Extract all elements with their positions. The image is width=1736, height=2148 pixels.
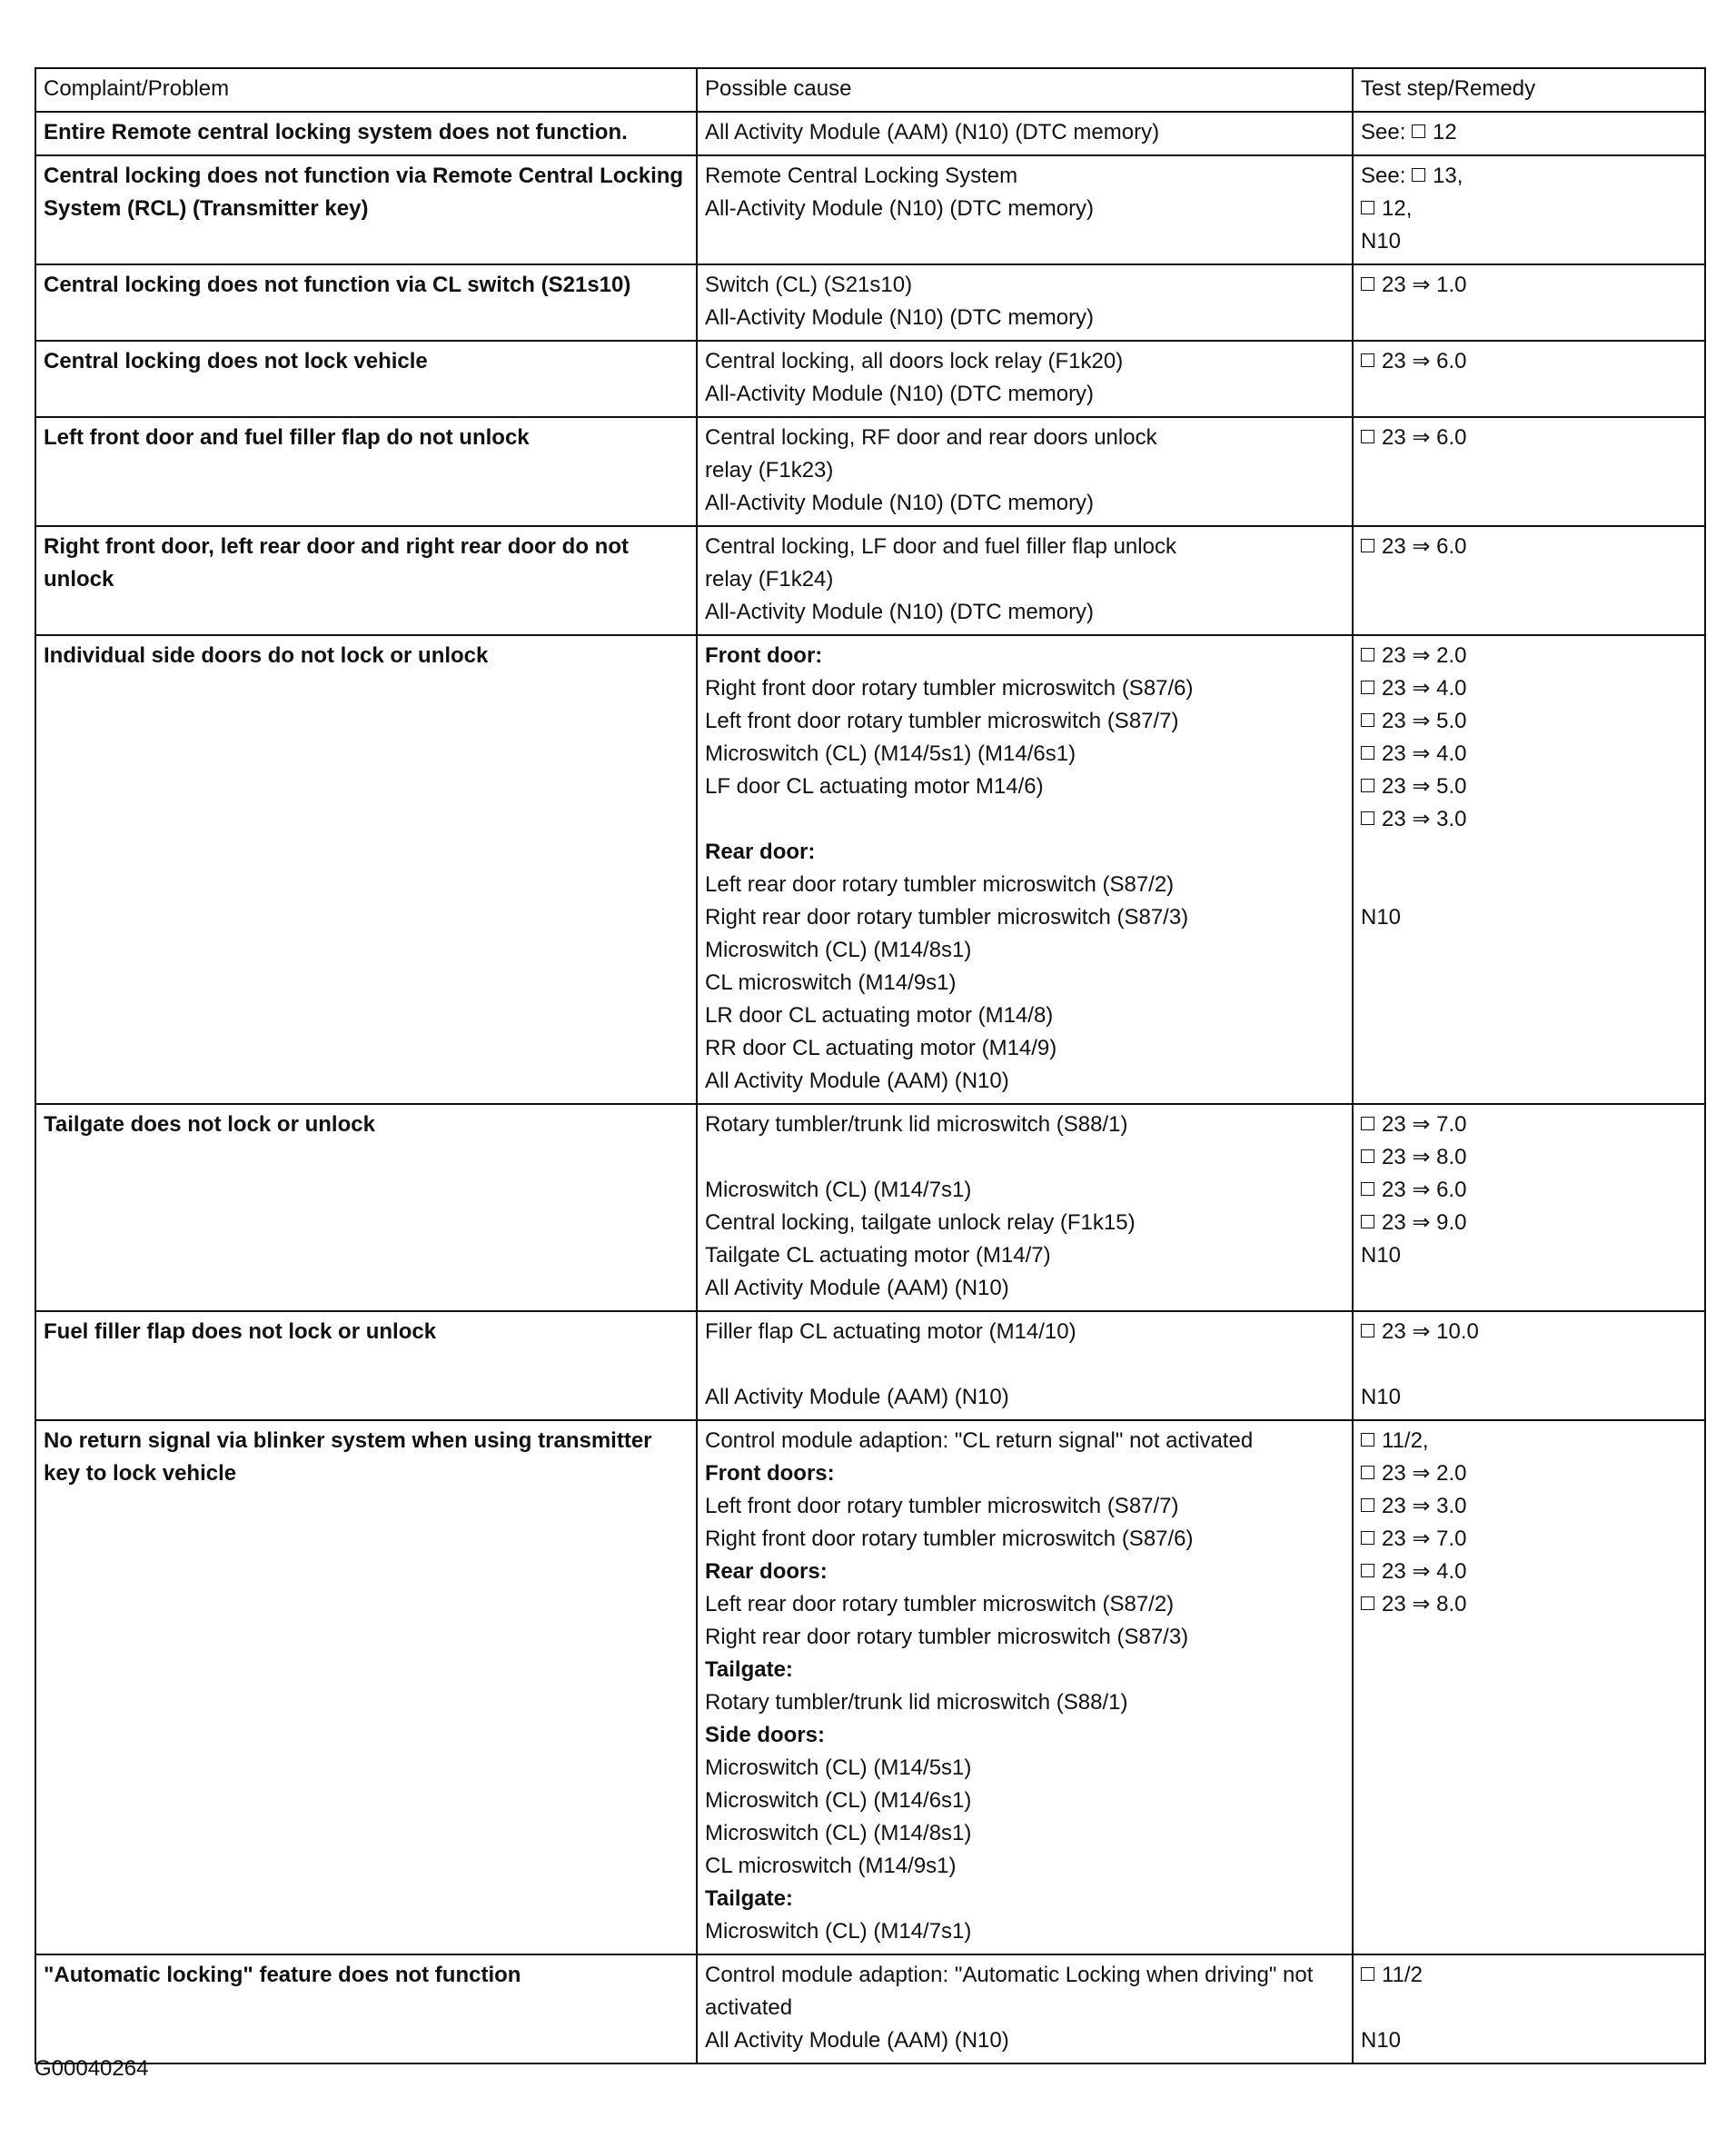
remedy-cell xyxy=(1353,1311,1705,1420)
complaint-cell: Right front door, left rear door and right rear door do not unlock xyxy=(35,526,697,635)
remedy-line xyxy=(1361,869,1697,901)
remedy-reference: 23 ⇒ 6.0 xyxy=(1382,349,1467,373)
remedy-line xyxy=(1361,901,1697,934)
cause-line: Microswitch (CL) (M14/7s1) xyxy=(705,1178,972,1202)
reference-box-icon xyxy=(1361,1433,1374,1447)
complaint-cell: Individual side doors do not lock or unlock xyxy=(35,635,697,1104)
cause-line: Switch (CL) (S21s10) xyxy=(705,273,913,297)
complaint-cell: Central locking does not function via CL switch (S21s10) xyxy=(35,264,697,341)
complaint-cell: Tailgate does not lock or unlock xyxy=(35,1104,697,1311)
cause-cell xyxy=(697,155,1353,264)
reference-box-icon xyxy=(1412,124,1425,138)
remedy-line xyxy=(1361,1381,1697,1414)
cause-line: All Activity Module (AAM) (N10) xyxy=(705,1069,1009,1093)
reference-box-icon xyxy=(1361,1531,1374,1545)
remedy-line xyxy=(1361,1457,1697,1490)
cause-line: Right front door rotary tumbler microswitch (S87/6) xyxy=(705,676,1194,701)
remedy-reference: 23 ⇒ 7.0 xyxy=(1382,1526,1467,1551)
cause-line: relay (F1k24) xyxy=(705,567,834,592)
remedy-reference: 11/2, xyxy=(1382,1428,1429,1453)
reference-box-icon xyxy=(1361,1498,1374,1512)
remedy-reference: 23 ⇒ 8.0 xyxy=(1382,1592,1467,1616)
cause-line: All Activity Module (AAM) (N10) xyxy=(705,1276,1009,1300)
cause-line: Left front door rotary tumbler microswitch (S87/7) xyxy=(705,709,1179,733)
remedy-line xyxy=(1361,1523,1697,1556)
cause-line: relay (F1k23) xyxy=(705,458,834,482)
remedy-reference: 11/2 xyxy=(1382,1963,1423,1987)
table-row xyxy=(35,264,1705,341)
cause-line: All-Activity Module (N10) (DTC memory) xyxy=(705,600,1095,624)
cause-line xyxy=(705,1141,1344,1174)
remedy-line xyxy=(1361,193,1697,225)
cause-line: Control module adaption: "CL return signal" not activated xyxy=(705,1428,1254,1453)
reference-box-icon xyxy=(1361,539,1374,552)
cause-line: Tailgate CL actuating motor (M14/7) xyxy=(705,1243,1051,1268)
cause-line: Microswitch (CL) (M14/7s1) xyxy=(705,1919,972,1944)
remedy-line xyxy=(1361,836,1697,869)
table-row xyxy=(35,155,1705,264)
remedy-line xyxy=(1361,640,1697,672)
remedy-line xyxy=(1361,1992,1697,2024)
cause-heading: Tailgate: xyxy=(705,1886,793,1911)
cause-line: Remote Central Locking System xyxy=(705,164,1018,188)
remedy-cell xyxy=(1353,1104,1705,1311)
remedy-reference: 23 ⇒ 6.0 xyxy=(1382,534,1467,559)
remedy-line xyxy=(1361,160,1697,193)
remedy-cell xyxy=(1353,635,1705,1104)
remedy-line xyxy=(1361,1959,1697,1992)
remedy-prefix: N10 xyxy=(1361,905,1402,930)
remedy-reference: 23 ⇒ 5.0 xyxy=(1382,774,1467,799)
cause-line: Rotary tumbler/trunk lid microswitch (S88/1) xyxy=(705,1112,1128,1137)
header-remedy: Test step/Remedy xyxy=(1353,68,1705,112)
remedy-line xyxy=(1361,1109,1697,1141)
remedy-line xyxy=(1361,771,1697,803)
cause-cell xyxy=(697,1954,1353,2063)
remedy-line xyxy=(1361,705,1697,738)
remedy-reference: 23 ⇒ 6.0 xyxy=(1382,1178,1467,1202)
cause-heading: Rear doors: xyxy=(705,1559,828,1584)
header-problem: Complaint/Problem xyxy=(35,68,697,112)
reference-box-icon xyxy=(1361,1182,1374,1196)
cause-line: RR door CL actuating motor (M14/9) xyxy=(705,1036,1057,1060)
remedy-line xyxy=(1361,1141,1697,1174)
reference-box-icon xyxy=(1361,713,1374,727)
reference-box-icon xyxy=(1361,746,1374,760)
remedy-line xyxy=(1361,1425,1697,1457)
remedy-reference: 23 ⇒ 3.0 xyxy=(1382,807,1467,831)
reference-box-icon xyxy=(1361,648,1374,661)
remedy-reference: 23 ⇒ 6.0 xyxy=(1382,425,1467,450)
cause-cell xyxy=(697,526,1353,635)
table-row xyxy=(35,635,1705,1104)
remedy-line xyxy=(1361,1316,1697,1348)
remedy-line xyxy=(1361,1348,1697,1381)
reference-box-icon xyxy=(1361,1564,1374,1577)
remedy-reference: 13, xyxy=(1433,164,1463,188)
cause-line: Filler flap CL actuating motor (M14/10) xyxy=(705,1319,1076,1344)
cause-line: Microswitch (CL) (M14/5s1) xyxy=(705,1755,972,1780)
cause-line: All Activity Module (AAM) (N10) (DTC memory) xyxy=(705,120,1160,144)
remedy-line xyxy=(1361,1207,1697,1239)
remedy-cell xyxy=(1353,341,1705,417)
cause-line: CL microswitch (M14/9s1) xyxy=(705,970,957,995)
cause-line: Central locking, all doors lock relay (F1k20) xyxy=(705,349,1124,373)
remedy-reference: 23 ⇒ 8.0 xyxy=(1382,1145,1467,1169)
cause-line: All-Activity Module (N10) (DTC memory) xyxy=(705,491,1095,515)
cause-cell xyxy=(697,1420,1353,1954)
cause-line: Left front door rotary tumbler microswitch (S87/7) xyxy=(705,1494,1179,1518)
remedy-reference: 23 ⇒ 4.0 xyxy=(1382,676,1467,701)
cause-line: Microswitch (CL) (M14/8s1) xyxy=(705,938,972,962)
remedy-line xyxy=(1361,531,1697,563)
reference-box-icon xyxy=(1361,1117,1374,1130)
remedy-cell xyxy=(1353,1420,1705,1954)
remedy-line xyxy=(1361,422,1697,454)
reference-box-icon xyxy=(1412,168,1425,182)
cause-line: Central locking, tailgate unlock relay (F1k15) xyxy=(705,1210,1136,1235)
cause-line: Central locking, LF door and fuel filler flap unlock xyxy=(705,534,1176,559)
reference-box-icon xyxy=(1361,1466,1374,1479)
reference-box-icon xyxy=(1361,1215,1374,1228)
figure-code: G00040264 xyxy=(35,2056,149,2081)
cause-cell xyxy=(697,341,1353,417)
cause-line: Right rear door rotary tumbler microswitch (S87/3) xyxy=(705,1625,1189,1649)
reference-box-icon xyxy=(1361,1324,1374,1338)
reference-box-icon xyxy=(1361,277,1374,291)
cause-cell xyxy=(697,112,1353,155)
header-row xyxy=(35,68,1705,112)
cause-line: All-Activity Module (N10) (DTC memory) xyxy=(705,305,1095,330)
cause-heading: Front doors: xyxy=(705,1461,835,1486)
cause-heading: Front door: xyxy=(705,643,823,668)
table-row xyxy=(35,1954,1705,2063)
table-row xyxy=(35,1104,1705,1311)
cause-line xyxy=(705,803,1344,836)
cause-heading: Rear door: xyxy=(705,840,816,864)
cause-cell xyxy=(697,417,1353,526)
diagnosis-table xyxy=(35,67,1706,2064)
reference-box-icon xyxy=(1361,430,1374,443)
remedy-prefix: N10 xyxy=(1361,229,1402,254)
remedy-line xyxy=(1361,116,1697,149)
table-row xyxy=(35,1311,1705,1420)
remedy-reference: 12 xyxy=(1433,120,1457,144)
table-row xyxy=(35,417,1705,526)
remedy-reference: 23 ⇒ 9.0 xyxy=(1382,1210,1467,1235)
remedy-line xyxy=(1361,2024,1697,2057)
remedy-reference: 23 ⇒ 7.0 xyxy=(1382,1112,1467,1137)
complaint-cell: No return signal via blinker system when using transmitter key to lock vehicle xyxy=(35,1420,697,1954)
table-row xyxy=(35,112,1705,155)
remedy-prefix: See: xyxy=(1361,120,1413,144)
table-row xyxy=(35,341,1705,417)
table-body xyxy=(35,112,1705,2063)
cause-line: Left rear door rotary tumbler microswitch (S87/2) xyxy=(705,872,1175,897)
remedy-line xyxy=(1361,1239,1697,1272)
cause-cell xyxy=(697,1104,1353,1311)
remedy-cell xyxy=(1353,526,1705,635)
reference-box-icon xyxy=(1361,1149,1374,1163)
cause-line xyxy=(705,1348,1344,1381)
cause-line: Left rear door rotary tumbler microswitch (S87/2) xyxy=(705,1592,1175,1616)
remedy-reference: 12, xyxy=(1382,196,1413,221)
remedy-reference: 23 ⇒ 3.0 xyxy=(1382,1494,1467,1518)
remedy-prefix: N10 xyxy=(1361,2028,1402,2053)
cause-line: Control module adaption: "Automatic Locking when driving" not activated xyxy=(705,1963,1320,2020)
remedy-line xyxy=(1361,1556,1697,1588)
remedy-reference: 23 ⇒ 2.0 xyxy=(1382,1461,1467,1486)
reference-box-icon xyxy=(1361,1596,1374,1610)
cause-line: Central locking, RF door and rear doors unlock xyxy=(705,425,1157,450)
remedy-cell xyxy=(1353,155,1705,264)
cause-line: CL microswitch (M14/9s1) xyxy=(705,1854,957,1878)
remedy-line xyxy=(1361,225,1697,258)
remedy-reference: 23 ⇒ 4.0 xyxy=(1382,741,1467,766)
remedy-line xyxy=(1361,1490,1697,1523)
remedy-reference: 23 ⇒ 4.0 xyxy=(1382,1559,1467,1584)
cause-heading: Tailgate: xyxy=(705,1657,793,1682)
remedy-reference: 23 ⇒ 5.0 xyxy=(1382,709,1467,733)
cause-cell xyxy=(697,1311,1353,1420)
reference-box-icon xyxy=(1361,201,1374,214)
reference-box-icon xyxy=(1361,779,1374,792)
remedy-reference: 23 ⇒ 2.0 xyxy=(1382,643,1467,668)
cause-line: Microswitch (CL) (M14/6s1) xyxy=(705,1788,972,1813)
complaint-cell: Fuel filler flap does not lock or unlock xyxy=(35,1311,697,1420)
remedy-cell xyxy=(1353,112,1705,155)
remedy-prefix: See: xyxy=(1361,164,1413,188)
reference-box-icon xyxy=(1361,681,1374,694)
reference-box-icon xyxy=(1361,353,1374,367)
remedy-prefix: N10 xyxy=(1361,1243,1402,1268)
cause-line: Microswitch (CL) (M14/5s1) (M14/6s1) xyxy=(705,741,1076,766)
cause-line: LR door CL actuating motor (M14/8) xyxy=(705,1003,1054,1028)
cause-line: Right rear door rotary tumbler microswitch (S87/3) xyxy=(705,905,1189,930)
table-row xyxy=(35,1420,1705,1954)
remedy-prefix: N10 xyxy=(1361,1385,1402,1409)
cause-cell xyxy=(697,264,1353,341)
cause-line: All Activity Module (AAM) (N10) xyxy=(705,1385,1009,1409)
cause-line: LF door CL actuating motor M14/6) xyxy=(705,774,1044,799)
complaint-cell: "Automatic locking" feature does not function xyxy=(35,1954,697,2063)
complaint-cell: Entire Remote central locking system does not function. xyxy=(35,112,697,155)
remedy-cell xyxy=(1353,417,1705,526)
remedy-line xyxy=(1361,269,1697,302)
remedy-line xyxy=(1361,803,1697,836)
cause-line: Rotary tumbler/trunk lid microswitch (S88/1) xyxy=(705,1690,1128,1715)
table-row xyxy=(35,526,1705,635)
cause-line: All Activity Module (AAM) (N10) xyxy=(705,2028,1009,2053)
reference-box-icon xyxy=(1361,811,1374,825)
remedy-line xyxy=(1361,738,1697,771)
remedy-cell xyxy=(1353,264,1705,341)
cause-heading: Side doors: xyxy=(705,1723,826,1747)
remedy-line xyxy=(1361,672,1697,705)
cause-line: Microswitch (CL) (M14/8s1) xyxy=(705,1821,972,1845)
remedy-reference: 23 ⇒ 1.0 xyxy=(1382,273,1467,297)
reference-box-icon xyxy=(1361,1967,1374,1981)
header-cause: Possible cause xyxy=(697,68,1353,112)
complaint-cell: Central locking does not lock vehicle xyxy=(35,341,697,417)
cause-cell xyxy=(697,635,1353,1104)
remedy-reference: 23 ⇒ 10.0 xyxy=(1382,1319,1479,1344)
cause-line: All-Activity Module (N10) (DTC memory) xyxy=(705,196,1095,221)
cause-line: Right front door rotary tumbler microswitch (S87/6) xyxy=(705,1526,1194,1551)
complaint-cell: Central locking does not function via Remote Central Locking System (RCL) (Transmitter key) xyxy=(35,155,697,264)
remedy-line xyxy=(1361,1588,1697,1621)
remedy-cell xyxy=(1353,1954,1705,2063)
cause-line: All-Activity Module (N10) (DTC memory) xyxy=(705,382,1095,406)
remedy-line xyxy=(1361,1174,1697,1207)
complaint-cell: Left front door and fuel filler flap do not unlock xyxy=(35,417,697,526)
remedy-line xyxy=(1361,345,1697,378)
